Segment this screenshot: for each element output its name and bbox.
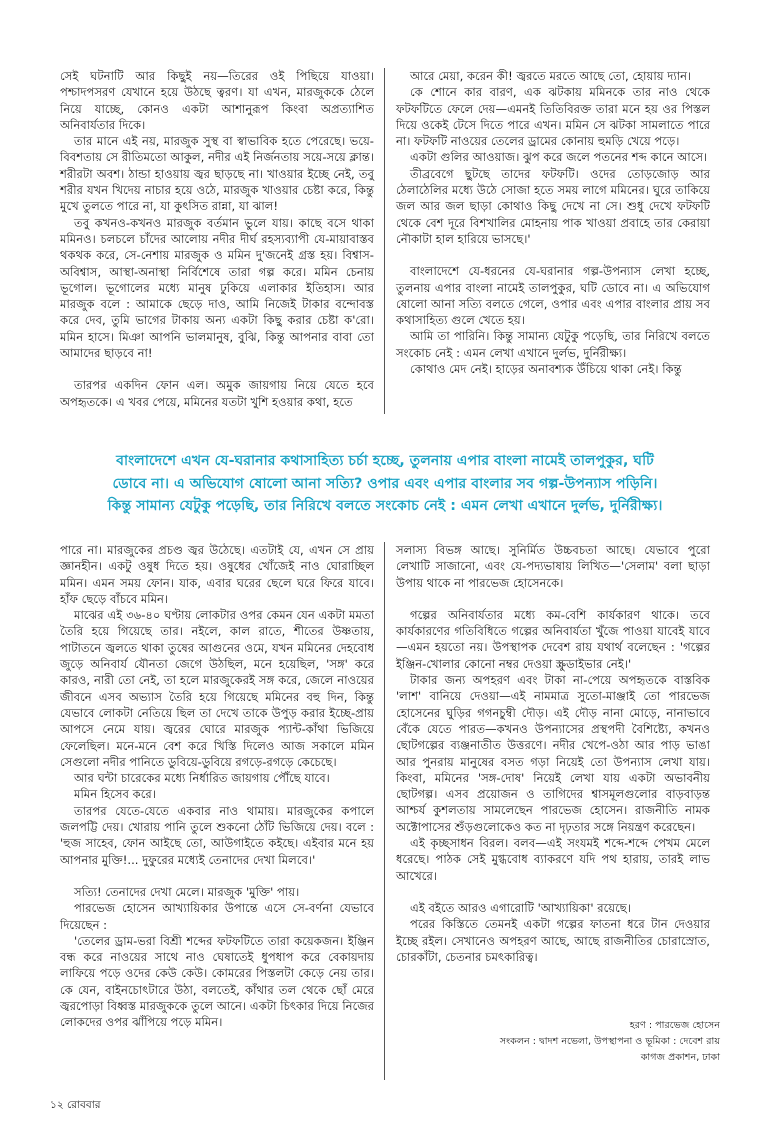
paragraph: তবু কখনও-কখনও মারজুক বর্তমান ভুলে যায়। কাছে বসে থাকা মমিনও। চলচলে চাঁদের আলোয় নদীর দীর্ঘ রহস্যব্যাপী যে-মায়াবাস্তব থকথক করে, সে-নেশায় মারজুক ও মমিন দু'জনেই গ্রস্ত হয়। বিশ্বাস-অবিশ্বাস, আস্থা-অনাস্থা নির্বিশেষে তারা গল্প করে। মমিন চেনায় ভূগোল। ভূগোলের মধ্যে মানুষ ঢুকিয়ে এলাকার ইতিহাস। আর মারজুক বলে : আমাকে ছেড়ে দাও, আমি নিজেই টাকার বন্দোবস্ত করে দেব, তুমি ভাগের টাকায় অন্য একটা কিছু করার চেষ্টা ক'রো। মমিন হাসে। মিঞা আপনি ভালমানুষ, বুঝি, কিন্তু আপনার বাবা তো আমাদের ছাড়বে না! xyxy=(60,215,374,361)
column-1-top xyxy=(60,68,374,414)
paragraph: আর ঘন্টা চারেকের মধ্যে নির্ধারিত জায়গায় পৌঁছে যাবে। xyxy=(74,771,330,786)
credit-line: হরণ : পারভেজ হোসেন xyxy=(629,1020,720,1031)
paragraph: পারে না। মারজুকের প্রচণ্ড জ্বর উঠেছে। এতটাই যে, এখন সে প্রায় জ্ঞানহীন। একটু ওষুধ দিতে হয়। ওষুধের খোঁজেই নাও ঘোরাচ্ছিল মমিন। এমন সময় ফোন। যাক, এবার ঘরের ছেলে ঘরে ফিরে যাবে। হাঁফ ছেড়ে বাঁচবে মমিন। xyxy=(60,543,374,606)
paragraph: এই বইতে আরও এগারোটি 'আখ্যায়িকা' রয়েছে। xyxy=(410,900,631,915)
paragraph: মাঝের এই ৩৬-৪০ ঘণ্টায় লোকটার ওপর কেমন যেন একটা মমতা তৈরি হয়ে গিয়েছে তার। নইলে, কাল রাতে, শীতের উষ্ণতায়, পাটাতনে জ্বলতে থাকা তুষের আগুনের ওমে, যখন মমিনের দেহবোধ জুড়ে অনিবার্য যৌনতা জেগে উঠছিল, মনে হয়েছিল, 'সঙ্গ' করে কারও, নারী তো নেই, তা হলে মারজুকেরই সঙ্গ করে, জেলে নাওয়ের জীবনে এসব অভ্যাস তৈরি হয়ে গিয়েছে মমিনের বহু দিন, কিন্তু যেভাবে লোকটা নেতিয়ে ছিল তা দেখে তাকে উপুড় করার ইচ্ছে-প্রায় আপসে নেমে যায়। জ্বরের ঘোরে মারজুক প্যান্ট-কাঁথা ভিজিয়ে ফেলেছিল। মনে-মনে বেশ করে খিস্তি দিলেও আজ সকালে মমিন সেগুলো নদীর পানিতে ডুবিয়ে-ডুবিয়ে রগড়ে-রগড়ে কেচেছে। xyxy=(60,608,374,769)
book-credits xyxy=(390,1018,720,1066)
paragraph: সত্যি! তেনাদের দেখা মেলে। মারজুক 'মুক্তি' পায়। xyxy=(74,884,300,899)
paragraph: এই কৃচ্ছসাধন বিরল। বলব—এই সংযমই শব্দে-শব্দে পেখম মেলে ধরেছে। পাঠক সেই মুগ্ধবোধ ব্যাকরণে যদি পথ হারায়, তারই লাভ আখেরে। xyxy=(396,836,710,883)
paragraph: তারপর যেতে-যেতে একবার নাও থামায়। মারজুকের কপালে জলপট্টি দেয়। খোরায় পানি তুলে শুকনো ঠোঁট ভিজিয়ে দেয়। বলে : 'হুজ সাহেব, ফোন আইছে তো, আউগাইতে কইছে। এইবার মনে হয় আপনার মুক্তি!... দুফুরের মধ্যেই তেনাদের দেখা মিলবে।' xyxy=(60,803,374,867)
paragraph: একটা গুলির আওয়াজ। ঝুপ করে জলে পতনের শব্দ কানে আসে। xyxy=(410,150,708,165)
paragraph: 'তেলের ড্রাম-ভরা বিশ্রী শব্দের ফটফটিতে তারা কয়েকজন। ইঞ্জিন বন্ধ করে নাওয়ের সাথে নাও ঘেষাতেই ধুপধাপ করে বেকায়দায় লাফিয়ে পড়ে ওদের কেউ কেউ। কোমরের পিস্তলটা কেড়ে নেয় তার। কে যেন, বাইনচোৎটারে উঠা, বলতেই, কাঁথার তল থেকে ছোঁ মেরে জ্বরপোড়া বিধ্বস্ত মারজুককে তুলে আনে। একটা চিৎকার দিয়ে নিজের লোকদের ওপর ঝাঁপিয়ে পড়ে মমিন। xyxy=(60,933,374,1030)
credit-line: কাগজ প্রকাশন, ঢাকা xyxy=(640,1052,720,1063)
paragraph: সলাস্য বিভঙ্গ আছে। সুনির্মিত উচ্চবচতা আছে। যেভাবে পুরো লেখাটি সাজানো, এবং যে-পদ্যভাষায় লিখিত—'সেলাম' বলা ছাড়া উপায় থাকে না পারভেজ হোসেনকে। xyxy=(396,543,710,590)
pull-quote-line: কিন্তু সামান্য যেটুকু পড়েছি, তার নিরিখে বলতে সংকোচ নেই : এমন লেখা এখানে দুর্লভ, দুর্নিরীক্ষ্য। xyxy=(107,498,663,515)
paragraph: আমি তা পারিনি। কিন্তু সামান্য যেটুকু পড়েছি, তার নিরিখে বলতে সংকোচ নেই : এমন লেখা এখানে দুর্লভ, দুর্নিরীক্ষ্য। xyxy=(396,329,710,360)
paragraph: গল্পের অনিবার্যতার মধ্যে কম-বেশি কার্যকারণ থাকে। তবে কার্যকারণের গতিবিধিতে গল্পের অনিবার্যতা খুঁজে পাওয়া যাবেই যাবে—এমন হয়তো নয়। উপস্থাপক দেবেশ রায় যথার্থ বলেছেন : 'গল্পের ইঞ্জিন-খোলার কোনো নম্বর দেওয়া স্ক্রুডাইভার নেই।' xyxy=(396,607,710,671)
column-1-bottom xyxy=(60,542,374,1080)
pull-quote-line: ডোবে না। এ অভিযোগ ষোলো আনা সত্যি? ওপার এবং এপার বাংলার সব গল্প-উপন্যাস পড়িনি। xyxy=(112,475,658,492)
column-2-top xyxy=(396,68,710,414)
paragraph: কে শোনে কার বারণ, এক ঝটকায় মমিনকে তার নাও থেকে ফটফটিতে ফেলে দেয়—এমনই তিতিবিরক্ত তারা মনে হয় ওর পিস্তল দিয়ে ওকেই টেসে দিতে পারে এখন। মমিন সে ঝটকা সামলাতে পারে না। ফটফটি নাওয়ের তেলের ড্রামের কোনায় হুমড়ি খেয়ে পড়ে। xyxy=(396,85,710,149)
paragraph: তীব্রবেগে ছুটছে তাদের ফটফটি। ওদের তোড়জোড় আর ঠেলাঠেলির মধ্যে উঠে সোজা হতে সময় লাগে মমিনের। ঘুরে তাকিয়ে জল আর জল ছাড়া কোথাও কিছু দেখে না সে। শুধু দেখে ফটফটি থেকে বেশ দূরে বিশখালির মোহনায় পাক খাওয়া প্রবাহে তার কেরায়া নৌকাটা হাল হারিয়ে ভাসছে।' xyxy=(396,166,710,246)
paragraph: সেই ঘটনাটি আর কিছুই নয়—তিরের ওই পিছিয়ে যাওয়া। পশ্চাদপসরণ যেখানে হয়ে উঠছে ত্বরণ। যা এখন, মারজুককে ঠেলে নিয়ে যাচ্ছে, কোনও একটা আশানুরূপ কিংবা অপ্রত্যাশিত অনিবার্যতার দিকে। xyxy=(60,69,374,132)
paragraph: আরে মেয়া, করেন কী! জ্বরতে মরতে আছে তো, হোয়ায় দ্যান। xyxy=(410,69,692,83)
paragraph: পরের কিস্তিতে তেমনই একটা গল্পের ফাতনা ধরে টান দেওয়ার ইচ্ছে রইল। সেখানেও অপহরণ আছে, আছে রাজনীতির চোরাস্রোত, চোরকাঁটা, চেতনার চমৎকারিত্ব। xyxy=(396,917,710,964)
pull-quote xyxy=(50,450,720,518)
pull-quote-line: বাংলাদেশে এখন যে-ঘরানার কথাসাহিত্য চর্চা হচ্ছে, তুলনায় এপার বাংলা নামেই তালপুকুর, ঘটি xyxy=(116,453,654,469)
column-divider-bottom xyxy=(384,542,385,1080)
credit-line: সংকলন : দ্বাদশ নভেলা, উপস্থাপনা ও ভূমিকা : দেবেশ রায় xyxy=(499,1036,720,1047)
page-footer: ১২ রোববার xyxy=(50,1099,101,1111)
paragraph: তার মানে এই নয়, মারজুক সুস্থ বা স্বাভাবিক হতে পেরেছে। ভয়ে-বিবশতায় সে রীতিমতো আকুল, নদীর এই নির্জনতায় সয়ে-সয়ে ক্লান্ত। শরীরটা অবশ। ঠান্ডা হাওয়ায় জ্বর ছাড়ছে না। খাওয়ার ইচ্ছে নেই, তবু শরীর যখন খিদেয় নাচার হয়ে ওঠে, মারজুক খাওয়ার চেষ্টা করে, কিন্তু মুখে তুলতে পারে না, যা কুৎসিত রান্না, যা ঝাল! xyxy=(60,134,374,214)
paragraph: কোথাও মেদ নেই। হাড়ের অনাবশ্যক উঁচিয়ে থাকা নেই। কিন্তু xyxy=(410,362,682,377)
paragraph: বাংলাদেশে যে-ধরনের যে-ঘরানার গল্প-উপন্যাস লেখা হচ্ছে, তুলনায় এপার বাংলা নামেই তালপুকুর, ঘটি ডোবে না। এ অভিযোগ ষোলো আনা সত্যি বলতে গেলে, ওপার এবং এপার বাংলার প্রায় সব কথাসাহিত্য গুলে খেতে হয়। xyxy=(396,264,710,328)
paragraph: পারভেজ হোসেন আখ্যায়িকার উপান্তে এসে সে-বর্ণনা যেভাবে দিয়েছেন : xyxy=(60,901,374,932)
column-2-bottom xyxy=(396,542,710,964)
paragraph: তারপর একদিন ফোন এল। অমুক জায়গায় নিয়ে যেতে হবে অপহৃতকে। এ খবর পেয়ে, মমিনের যতটা খুশি হওয়ার কথা, হতে xyxy=(60,378,374,409)
paragraph: মমিন হিসেব করে। xyxy=(74,787,156,802)
paragraph: টাকার জন্য অপহরণ এবং টাকা না-পেয়ে অপহৃতকে বাস্তবিক 'লাশ' বানিয়ে দেওয়া—এই নামমাত্র সুতো-মাঞ্জাই তো পারভেজ হোসেনের ঘুড়ির গগনচুম্বী দৌড়। এই দৌড় নানা মোড়ে, নানাভাবে বেঁকে যেতে পারত—কখনও উপন্যাসের প্রস্থপদী বৈশিষ্ট্যে, কখনও ছোটগল্পের ব্যঞ্জনাতীত উত্তরণে। নদীর খেপে-ওঠা আর পাড় ভাঙা আর পুনরায় মানুষের বসত গড়া নিয়েই তো উপন্যাস লেখা যায়। কিংবা, মমিনের 'সঙ্গ-দোষ' নিয়েই লেখা যায় একটা অভাবনীয় ছোটগল্প। এসব প্রয়োজন ও তাগিদের শ্বাসমূলগুলোর বাড়বাড়ন্ত আশ্চর্য কুশলতায় সামলেছেন পারভেজ হোসেন। রাজনীতি নামক অক্টোপাসের শুঁড়গুলোকেও কত না দৃঢ়তার সঙ্গে নিয়ন্ত্রণ করেছেন। xyxy=(396,673,710,834)
column-divider-top xyxy=(384,68,385,414)
